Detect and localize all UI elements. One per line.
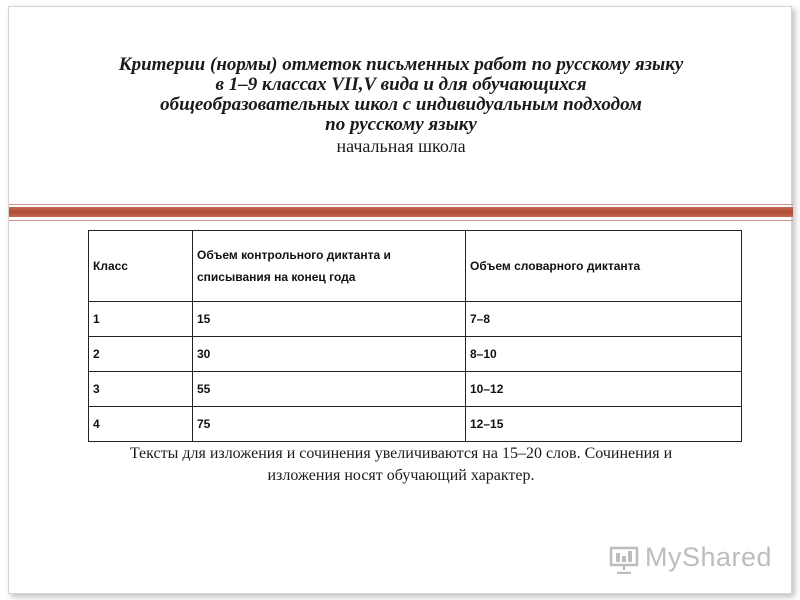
cell-dictation: 55	[193, 372, 466, 407]
cell-class: 2	[89, 337, 193, 372]
cell-vocabulary: 10–12	[466, 372, 742, 407]
note-line-1: Тексты для изложения и сочинения увеличиваются на 15–20 слов. Сочинения и	[129, 445, 673, 462]
table-row	[89, 407, 742, 442]
title-line-3: общеобразовательных школ с индивидуальным подходом	[160, 94, 642, 115]
cell-vocabulary: 8–10	[466, 337, 742, 372]
title-line-4: по русскому языку	[325, 114, 477, 135]
cell-vocabulary: 7–8	[466, 302, 742, 337]
divider-line-bottom	[9, 220, 793, 221]
cell-class: 4	[89, 407, 193, 442]
divider-bar	[9, 207, 793, 217]
cell-class: 1	[89, 302, 193, 337]
header-vocabulary-volume: Объем словарного диктанта	[466, 231, 742, 302]
presentation-board-icon	[609, 546, 639, 574]
title-area	[9, 7, 793, 207]
subtitle: начальная школа	[336, 136, 466, 156]
grades-table	[88, 230, 742, 442]
header-dictation-volume: Объем контрольного диктанта и списывания на конец года	[193, 231, 466, 302]
table-header-row	[89, 231, 742, 302]
slide	[8, 6, 792, 594]
note-line-2: изложения носят обучающий характер.	[267, 467, 535, 484]
table-row	[89, 302, 742, 337]
watermark-text: MyShared	[645, 542, 773, 572]
divider-line-top	[9, 204, 793, 205]
cell-vocabulary: 12–15	[466, 407, 742, 442]
cell-class: 3	[89, 372, 193, 407]
cell-dictation: 75	[193, 407, 466, 442]
table-row	[89, 337, 742, 372]
cell-dictation: 30	[193, 337, 466, 372]
table-row	[89, 372, 742, 407]
title-line-2: в 1–9 классах VII,V вида и для обучающихся	[215, 74, 587, 95]
note-text	[9, 443, 793, 487]
title-line-1: Критерии (нормы) отметок письменных работ по русскому языку	[118, 54, 684, 75]
cell-dictation: 15	[193, 302, 466, 337]
header-class: Класс	[89, 231, 193, 302]
